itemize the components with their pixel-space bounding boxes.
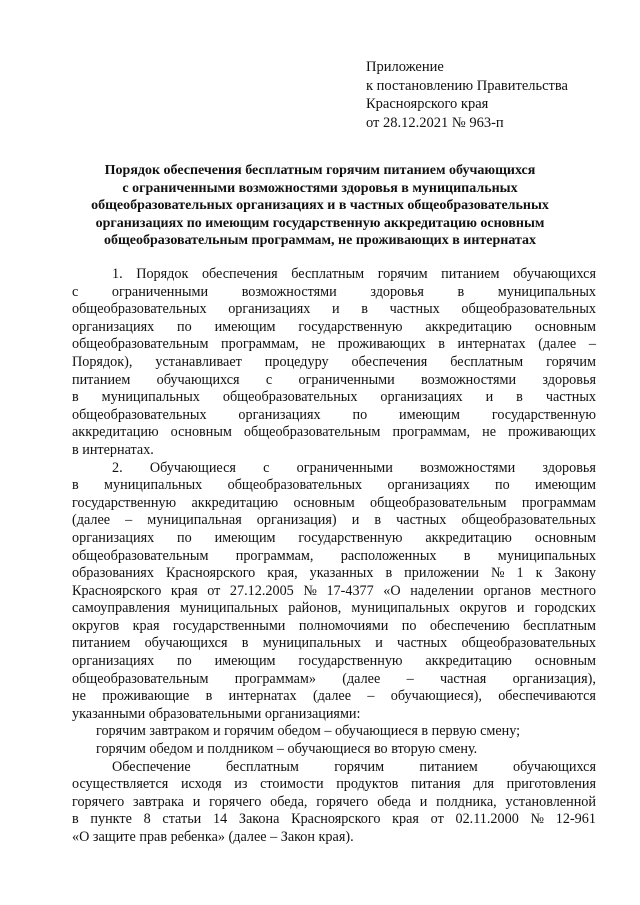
appendix-line: к постановлению Правительства: [366, 77, 568, 94]
text-line: с ограниченными возможностями здоровья в муниципальных: [72, 283, 596, 300]
text-line: округов края государственными полномочиями по обеспечению бесплатным: [72, 617, 596, 634]
title-line: общеобразовательным программам, не проживающих в интернатах: [103, 233, 537, 249]
text-line: образованиях Красноярского края, указанных в приложении № 1 к Закону: [72, 565, 596, 582]
text-line: «О защите прав ребенка» (далее – Закон края).: [72, 829, 354, 845]
appendix-line: Приложение: [366, 59, 444, 75]
text-line: Порядок), устанавливает процедуру обеспечения бесплатным горячим: [72, 353, 596, 370]
document-title: [60, 162, 580, 250]
text-line: общеобразовательным программам» (далее – частная организация),: [72, 670, 596, 687]
title-line: с ограниченными возможностями здоровья в муниципальных: [122, 180, 518, 196]
text-line: в муниципальных общеобразовательных организациях по имеющим: [72, 477, 596, 494]
text-line: государственную аккредитацию основным общеобразовательным программам: [72, 494, 596, 511]
text-line: Красноярского края от 27.12.2005 № 17-4377 «О наделении органов местного: [72, 582, 596, 599]
text-line: общеобразовательным программам, расположенных в муниципальных: [72, 547, 596, 564]
text-line: организациях по имеющим государственную аккредитацию основным: [72, 653, 596, 670]
text-line: общеобразовательных организациях по имеющим государственную: [72, 406, 596, 423]
paragraph: [72, 759, 596, 847]
text-line: общеобразовательных организациях и в частных общеобразовательных: [72, 301, 596, 318]
text-line: аккредитацию основным общеобразовательным программам, не проживающих: [72, 424, 596, 441]
text-line: организациях по имеющим государственную аккредитацию основным: [72, 529, 596, 546]
text-line: питанием обучающихся с ограниченными возможностями здоровья: [72, 371, 596, 388]
text-line: питанием обучающихся в муниципальных и частных общеобразовательных: [72, 635, 596, 652]
text-line: не проживающие в интернатах (далее – обучающиеся), обеспечиваются: [72, 688, 596, 705]
text-line: горячим завтраком и горячим обедом – обучающиеся в первую смену;: [96, 723, 521, 740]
text-line: самоуправления муниципальных районов, муниципальных округов и городских: [72, 600, 596, 617]
paragraph: [72, 266, 596, 460]
text-line: организациях по имеющим государственную аккредитацию основным: [72, 318, 596, 335]
title-line: общеобразовательных организациях и в частных общеобразовательных: [91, 198, 549, 214]
text-line: 1. Порядок обеспечения бесплатным горячим питанием обучающихся: [112, 266, 596, 282]
text-line: общеобразовательным программам, не проживающих в интернатах (далее –: [72, 336, 596, 353]
text-line: в муниципальных общеобразовательных организациях и в частных: [72, 389, 596, 406]
appendix-line: Красноярского края: [366, 96, 489, 112]
paragraph: [72, 460, 596, 724]
document-body: [72, 266, 596, 847]
appendix-reference: [366, 58, 626, 132]
text-line: горячим обедом и полдником – обучающиеся во вторую смену.: [96, 741, 478, 758]
paragraph: [72, 741, 596, 759]
text-line: в интернатах.: [72, 441, 154, 458]
text-line: в пункте 8 статьи 14 Закона Красноярского края от 02.11.2000 № 12-961: [72, 811, 596, 828]
paragraph: [72, 723, 596, 741]
title-line: Порядок обеспечения бесплатным горячим питанием обучающихся: [104, 163, 536, 178]
appendix-line: от 28.12.2021 № 963-п: [366, 114, 504, 131]
text-line: (далее – муниципальная организация) и в частных общеобразовательных: [72, 512, 596, 529]
title-line: организациях по имеющим государственную аккредитацию основным: [95, 215, 545, 231]
text-line: осуществляется исходя из стоимости продуктов питания для приготовления: [72, 776, 596, 793]
text-line: горячего завтрака и горячего обеда, горячего обеда и полдника, установленной: [72, 793, 596, 810]
text-line: Обеспечение бесплатным горячим питанием обучающихся: [112, 758, 596, 775]
text-line: 2. Обучающиеся с ограниченными возможностями здоровья: [112, 459, 596, 476]
text-line: указанными образовательными организациями:: [72, 705, 361, 722]
